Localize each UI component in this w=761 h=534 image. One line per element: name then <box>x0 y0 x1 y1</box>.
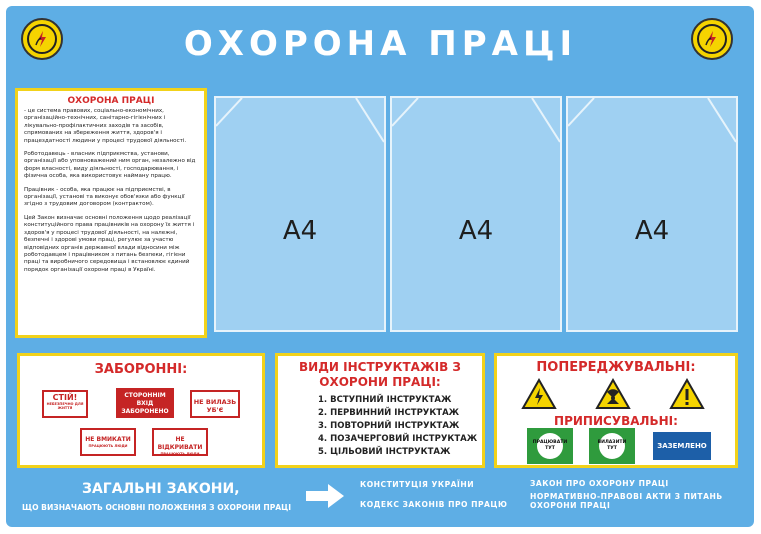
sign-do-not-open <box>152 428 208 456</box>
law-constitution: КОНСТИТУЦІЯ УКРАЇНИ <box>360 480 475 489</box>
sign-main: НЕ ВІДКРИВАТИ <box>157 436 203 451</box>
list-item: 3. ПОВТОРНИЙ ІНСТРУКТАЖ <box>318 421 460 431</box>
definition-panel <box>15 88 207 338</box>
instructions-heading: ВИДИ ІНСТРУКТАЖІВ З ОХОРОНИ ПРАЦІ: <box>299 360 461 389</box>
sign-sub: ПРАЦЮЮТЬ ЛЮДИ <box>88 444 128 448</box>
sign-main: НЕ ВМИКАТИ <box>85 436 131 443</box>
a4-pocket-2[interactable] <box>390 96 562 332</box>
radiation-hazard-icon <box>595 378 631 410</box>
sign-main: НЕ ВИЛАЗЬ УБ'Є <box>193 398 237 414</box>
pocket-label: A4 <box>458 216 494 246</box>
forbidden-signs-box <box>17 353 265 468</box>
forbidden-heading: ЗАБОРОННІ: <box>94 362 188 377</box>
pocket-label: A4 <box>282 216 318 246</box>
sign-climb-here <box>589 428 635 464</box>
sign-stop <box>42 390 88 418</box>
sign-grounded: ЗАЗЕМЛЕНО <box>653 432 711 460</box>
list-item: 4. ПОЗАЧЕРГОВИЙ ІНСТРУКТАЖ <box>318 434 478 444</box>
prescriptive-heading: ПРИПИСУВАЛЬНІ: <box>554 414 678 428</box>
page-title: ОХОРОНА ПРАЦІ <box>183 24 578 64</box>
instructions-list <box>318 394 482 459</box>
pocket-corner-fold <box>392 98 560 330</box>
list-item: 1. ВСТУПНИЙ ІНСТРУКТАЖ <box>318 395 452 405</box>
law-regulations: НОРМАТИВНО-ПРАВОВІ АКТИ З ПИТАНЬ ОХОРОНИ ПРАЦІ <box>530 492 723 510</box>
warning-signs-box <box>494 353 738 468</box>
definition-paragraph: Цей Закон визначає основні положення щодо реалізації конституційного права працівників на охорону їх життя і здоров'я у процесі трудової діяльності, на належні, безпечні і здорові умови праці, регулює за участю відповідних органів державної влади відносини між роботодавцем і працівником з питань безпеки, гігієни праці та виробничого середовища і встановлює єдиний порядок організації охорони праці в Україні. <box>24 214 195 273</box>
sign-work-here <box>527 428 573 464</box>
pocket-corner-fold <box>216 98 384 330</box>
footer-main-text: ЗАГАЛЬНІ ЗАКОНИ, <box>82 481 240 497</box>
pocket-corner-fold <box>568 98 736 330</box>
definition-paragraph: - це система правових, соціально-економічних, організаційно-технічних, санітарно-гігієнічних і лікувально-профілактичних заходів та засобів, спрямованих на збереження життя, здоров'я і працездатності людини у процесі трудової діяльності. <box>24 108 187 144</box>
sign-no-climb <box>190 390 240 418</box>
definition-paragraph: Працівник - особа, яка працює на підприємстві, в організації, установі та виконує обов'язки або функції згідно з трудовим договором (контрактом). <box>24 186 185 208</box>
sign-sub: НЕБЕЗПЕЧНО ДЛЯ ЖИТТЯ <box>46 402 84 410</box>
sign-text: ВИЛАЗИТИ ТУТ <box>599 433 625 459</box>
list-item: 2. ПЕРВИННИЙ ІНСТРУКТАЖ <box>318 408 460 418</box>
a4-pocket-1[interactable] <box>214 96 386 332</box>
pocket-label: A4 <box>634 216 670 246</box>
electric-hazard-icon <box>521 378 557 410</box>
sign-text: ПРАЦЮВАТИ ТУТ <box>537 433 563 459</box>
list-item: 5. ЦІЛЬОВИЙ ІНСТРУКТАЖ <box>318 447 451 457</box>
sign-main: СТІЙ! <box>52 393 78 402</box>
sign-sub: ПРАЦЮЮТЬ ЛЮДИ <box>160 452 200 456</box>
warning-heading: ПОПЕРЕДЖУВАЛЬНІ: <box>536 360 696 375</box>
definition-paragraph: Роботодавець - власник підприємства, установи, організації або уповноважений ним орган, незалежно від форм власності, виду діяльності, господарювання, і фізична особа, яка використовує найману працю. <box>24 151 196 180</box>
footer-sub-text: ЩО ВИЗНАЧАЮТЬ ОСНОВНІ ПОЛОЖЕННЯ З ОХОРОНИ ПРАЦІ <box>22 503 292 512</box>
instructions-box <box>275 353 485 468</box>
arrow-right-icon <box>304 482 346 510</box>
law-labor-protection: ЗАКОН ПРО ОХОРОНУ ПРАЦІ <box>530 479 669 488</box>
sign-do-not-switch-on <box>80 428 136 456</box>
law-labor-code: КОДЕКС ЗАКОНІВ ПРО ПРАЦЮ <box>360 500 508 509</box>
a4-pocket-3[interactable] <box>566 96 738 332</box>
sign-main: СТОРОННІМ ВХІД ЗАБОРОНЕНО <box>121 392 169 415</box>
warning-exclamation-icon <box>669 378 705 410</box>
definition-heading: ОХОРОНА ПРАЦІ <box>67 96 155 106</box>
sign-no-entry <box>116 388 174 418</box>
